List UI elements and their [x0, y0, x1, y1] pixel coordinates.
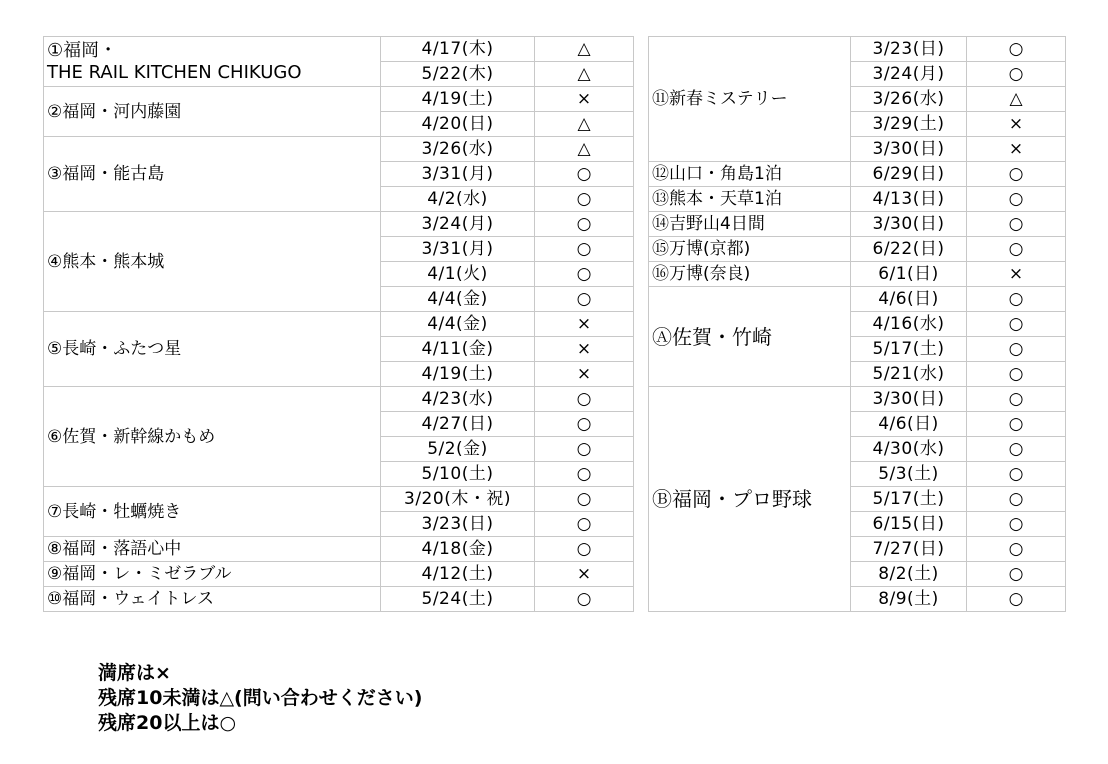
legend-few: 残席10未満は△(問い合わせください): [98, 687, 423, 709]
seat-status: ×: [535, 362, 634, 387]
seat-status: ○: [967, 362, 1066, 387]
event-date: 4/30(水): [851, 437, 967, 462]
schedule-row: [44, 587, 634, 612]
seat-status: ○: [967, 537, 1066, 562]
seat-status: ○: [535, 162, 634, 187]
event-date: 4/13(日): [851, 187, 967, 212]
event-date: 4/17(木): [381, 37, 535, 62]
event-date: 4/12(土): [381, 562, 535, 587]
schedule-row: [44, 562, 634, 587]
event-date: 3/31(月): [381, 162, 535, 187]
right-schedule-table: [648, 36, 1066, 612]
schedule-row: [649, 37, 1066, 62]
seat-status: ○: [967, 37, 1066, 62]
seat-status: ○: [535, 512, 634, 537]
event-name: ②福岡・河内藤園: [44, 87, 381, 137]
schedule-row: [649, 187, 1066, 212]
seat-status: ○: [535, 587, 634, 612]
event-date: 4/6(日): [851, 412, 967, 437]
seat-status: ○: [967, 487, 1066, 512]
event-date: 3/20(木・祝): [381, 487, 535, 512]
event-name: ⑯万博(奈良): [649, 262, 851, 287]
seat-status: ○: [535, 212, 634, 237]
seat-status: ×: [967, 137, 1066, 162]
schedule-row: [44, 487, 634, 512]
event-name: ⑮万博(京都): [649, 237, 851, 262]
event-name: ⑤長崎・ふたつ星: [44, 312, 381, 387]
seat-status: ○: [967, 287, 1066, 312]
event-name: ⑩福岡・ウェイトレス: [44, 587, 381, 612]
event-date: 8/9(土): [851, 587, 967, 612]
event-date: 3/23(日): [851, 37, 967, 62]
seat-status: ○: [967, 462, 1066, 487]
schedule-row: [649, 287, 1066, 312]
event-date: 4/4(金): [381, 312, 535, 337]
event-date: 4/27(日): [381, 412, 535, 437]
schedule-row: [44, 537, 634, 562]
seat-status: ○: [967, 412, 1066, 437]
seat-status: △: [535, 137, 634, 162]
event-date: 4/4(金): [381, 287, 535, 312]
seat-status: ×: [535, 337, 634, 362]
seat-status: ○: [967, 337, 1066, 362]
event-name: Ⓑ福岡・プロ野球: [649, 387, 851, 612]
schedule-row: [44, 37, 634, 62]
event-date: 5/17(土): [851, 337, 967, 362]
schedule-row: [44, 137, 634, 162]
event-date: 3/31(月): [381, 237, 535, 262]
event-date: 7/27(日): [851, 537, 967, 562]
schedule-row: [649, 262, 1066, 287]
seat-status: ○: [535, 187, 634, 212]
seat-status: ○: [967, 512, 1066, 537]
seat-status: ○: [535, 537, 634, 562]
event-date: 3/29(土): [851, 112, 967, 137]
seat-status: ○: [967, 212, 1066, 237]
event-name: ③福岡・能古島: [44, 137, 381, 212]
event-date: 5/21(水): [851, 362, 967, 387]
event-date: 8/2(土): [851, 562, 967, 587]
schedule-row: [44, 212, 634, 237]
event-date: 5/3(土): [851, 462, 967, 487]
event-date: 3/24(月): [381, 212, 535, 237]
event-date: 4/23(水): [381, 387, 535, 412]
seat-status: ○: [967, 587, 1066, 612]
event-name: ⑭吉野山4日間: [649, 212, 851, 237]
schedule-row: [44, 312, 634, 337]
seat-status: ○: [535, 287, 634, 312]
schedule-row: [649, 237, 1066, 262]
event-date: 3/30(日): [851, 387, 967, 412]
seat-status: ×: [967, 112, 1066, 137]
event-name: ⑫山口・角島1泊: [649, 162, 851, 187]
seat-status: ×: [535, 562, 634, 587]
event-date: 4/6(日): [851, 287, 967, 312]
schedule-row: [649, 162, 1066, 187]
event-date: 4/19(土): [381, 362, 535, 387]
seat-status: ×: [535, 87, 634, 112]
seat-status: ○: [535, 262, 634, 287]
event-name: Ⓐ佐賀・竹崎: [649, 287, 851, 387]
event-name: ⑬熊本・天草1泊: [649, 187, 851, 212]
event-date: 3/26(水): [381, 137, 535, 162]
schedule-row: [649, 387, 1066, 412]
event-date: 6/22(日): [851, 237, 967, 262]
seat-status: △: [535, 112, 634, 137]
legend-full: 満席は×: [98, 662, 171, 684]
legend-many: 残席20以上は○: [98, 712, 237, 734]
schedule-row: [44, 87, 634, 112]
seat-status: ×: [535, 312, 634, 337]
event-date: 3/30(日): [851, 137, 967, 162]
event-date: 4/20(日): [381, 112, 535, 137]
event-date: 5/10(土): [381, 462, 535, 487]
seat-status: ○: [967, 162, 1066, 187]
seat-status: △: [967, 87, 1066, 112]
seat-status: ○: [535, 387, 634, 412]
event-name: ①福岡・ THE RAIL KITCHEN CHIKUGO: [44, 37, 381, 87]
event-date: 4/1(火): [381, 262, 535, 287]
schedule-row: [44, 387, 634, 412]
schedule-row: [649, 212, 1066, 237]
seat-status: ○: [967, 187, 1066, 212]
seat-status: ×: [967, 262, 1066, 287]
seat-status: ○: [535, 437, 634, 462]
seat-status: ○: [535, 412, 634, 437]
event-date: 6/29(日): [851, 162, 967, 187]
event-name: ⑨福岡・レ・ミゼラブル: [44, 562, 381, 587]
event-date: 3/30(日): [851, 212, 967, 237]
left-schedule-table: [43, 36, 634, 612]
event-name: ⑧福岡・落語心中: [44, 537, 381, 562]
event-date: 4/19(土): [381, 87, 535, 112]
seat-status: △: [535, 62, 634, 87]
seat-status: ○: [535, 487, 634, 512]
event-date: 3/23(日): [381, 512, 535, 537]
seat-status: ○: [967, 437, 1066, 462]
seat-status: △: [535, 37, 634, 62]
event-date: 5/2(金): [381, 437, 535, 462]
event-date: 3/24(月): [851, 62, 967, 87]
seat-status: ○: [967, 237, 1066, 262]
seat-status: ○: [967, 387, 1066, 412]
event-name: ⑥佐賀・新幹線かもめ: [44, 387, 381, 487]
event-name: ⑪新春ミステリー: [649, 37, 851, 162]
event-date: 5/22(木): [381, 62, 535, 87]
seat-status: ○: [967, 62, 1066, 87]
event-date: 6/1(日): [851, 262, 967, 287]
event-name: ④熊本・熊本城: [44, 212, 381, 312]
event-date: 4/18(金): [381, 537, 535, 562]
seat-status: ○: [535, 462, 634, 487]
seat-status: ○: [967, 562, 1066, 587]
event-date: 4/16(水): [851, 312, 967, 337]
event-date: 4/2(水): [381, 187, 535, 212]
legend: [98, 661, 422, 736]
event-name: ⑦長崎・牡蠣焼き: [44, 487, 381, 537]
event-date: 6/15(日): [851, 512, 967, 537]
event-date: 5/17(土): [851, 487, 967, 512]
event-date: 4/11(金): [381, 337, 535, 362]
seat-status: ○: [967, 312, 1066, 337]
event-date: 3/26(水): [851, 87, 967, 112]
seat-status: ○: [535, 237, 634, 262]
event-date: 5/24(土): [381, 587, 535, 612]
